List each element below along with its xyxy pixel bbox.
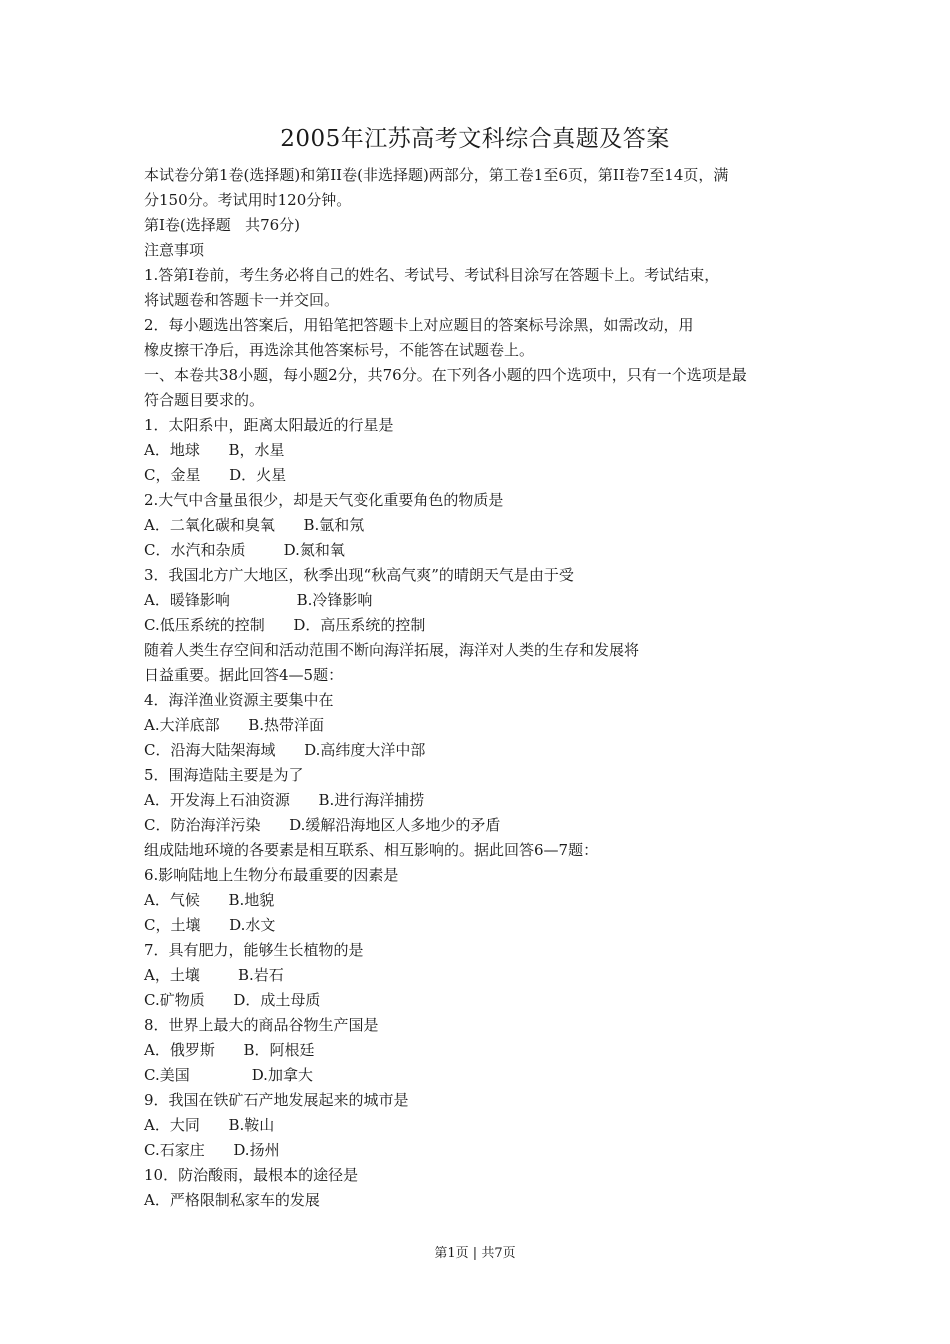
answer-options: A，土壤 B.岩石 xyxy=(144,966,284,984)
answer-options: C.美国 D.加拿大 xyxy=(144,1066,313,1084)
question-line: 10．防治酸雨，最根本的途径是 xyxy=(144,1166,359,1184)
answer-options: A．大同 B.鞍山 xyxy=(144,1116,275,1134)
answer-options: A．俄罗斯 B．阿根廷 xyxy=(144,1041,315,1059)
text-line: 1.答第Ⅰ卷前，考生务必将自己的姓名、考试号、考试科目涂写在答题卡上。考试结束， xyxy=(144,266,720,284)
answer-options: C.矿物质 D．成土母质 xyxy=(144,991,321,1009)
text-line: 随着人类生存空间和活动范围不断向海洋拓展，海洋对人类的生存和发展将 xyxy=(144,641,640,659)
text-line: 本试卷分第1卷(选择题)和第II卷(非选择题)两部分，第工卷1至6页，第II卷7至14页，满 xyxy=(144,166,729,184)
question-line: 8．世界上最大的商品谷物生产国是 xyxy=(144,1016,379,1034)
answer-options: C，金星 D．火星 xyxy=(144,466,287,484)
section-heading: 注意事项 xyxy=(144,241,205,259)
question-line: 1．太阳系中，距离太阳最近的行星是 xyxy=(144,416,394,434)
question-line: 6.影响陆地上生物分布最重要的因素是 xyxy=(144,866,399,884)
document-body xyxy=(144,163,816,1213)
text-line: 日益重要。据此回答4—5题： xyxy=(144,666,344,684)
answer-options: C．沿海大陆架海域 D.高纬度大洋中部 xyxy=(144,741,426,759)
answer-options: A．地球 B，水星 xyxy=(144,441,285,459)
answer-options: A．开发海上石油资源 B.进行海洋捕捞 xyxy=(144,791,425,809)
answer-options: C．水汽和杂质 D.氮和氧 xyxy=(144,541,345,559)
text-line: 橡皮擦干净后，再选涂其他答案标号，不能答在试题卷上。 xyxy=(144,341,535,359)
answer-options: A.大洋底部 B.热带洋面 xyxy=(144,716,325,734)
page-footer: 第1页 | 共7页 xyxy=(434,1246,516,1261)
section-heading: 第Ⅰ卷(选择题 共76分) xyxy=(144,216,301,234)
answer-options: A．二氧化碳和臭氧 B.氩和氖 xyxy=(144,516,365,534)
text-line: 一、本卷共38小题，每小题2分，共76分。在下列各小题的四个选项中，只有一个选项是最 xyxy=(144,366,747,384)
answer-options: A．暖锋影响 B.冷锋影响 xyxy=(144,591,373,609)
answer-options: C．防治海洋污染 D.缓解沿海地区人多地少的矛盾 xyxy=(144,816,501,834)
question-line: 4．海洋渔业资源主要集中在 xyxy=(144,691,334,709)
text-line: 将试题卷和答题卡一并交回。 xyxy=(144,291,340,309)
text-line: 组成陆地环境的各要素是相互联系、相互影响的。据此回答6—7题： xyxy=(144,841,599,859)
answer-options: A．气候 B.地貌 xyxy=(144,891,275,909)
document-title: 2005年江苏高考文科综合真题及答案 xyxy=(280,126,670,152)
answer-options: A．严格限制私家车的发展 xyxy=(144,1191,320,1209)
question-line: 2.大气中含量虽很少，却是天气变化重要角色的物质是 xyxy=(144,491,504,509)
question-line: 3．我国北方广大地区，秋季出现“秋高气爽”的晴朗天气是由于受 xyxy=(144,566,574,584)
text-line: 2．每小题选出答案后，用铅笔把答题卡上对应题目的答案标号涂黑，如需改动，用 xyxy=(144,316,694,334)
answer-options: C，土壤 D.水文 xyxy=(144,916,276,934)
answer-options: C.低压系统的控制 D．高压系统的控制 xyxy=(144,616,426,634)
question-line: 5．围海造陆主要是为了 xyxy=(144,766,304,784)
text-line: 符合题目要求的。 xyxy=(144,391,265,409)
question-line: 7．具有肥力，能够生长植物的是 xyxy=(144,941,364,959)
text-line: 分150分。考试用时120分钟。 xyxy=(144,191,352,209)
answer-options: C.石家庄 D.扬州 xyxy=(144,1141,280,1159)
question-line: 9．我国在铁矿石产地发展起来的城市是 xyxy=(144,1091,409,1109)
